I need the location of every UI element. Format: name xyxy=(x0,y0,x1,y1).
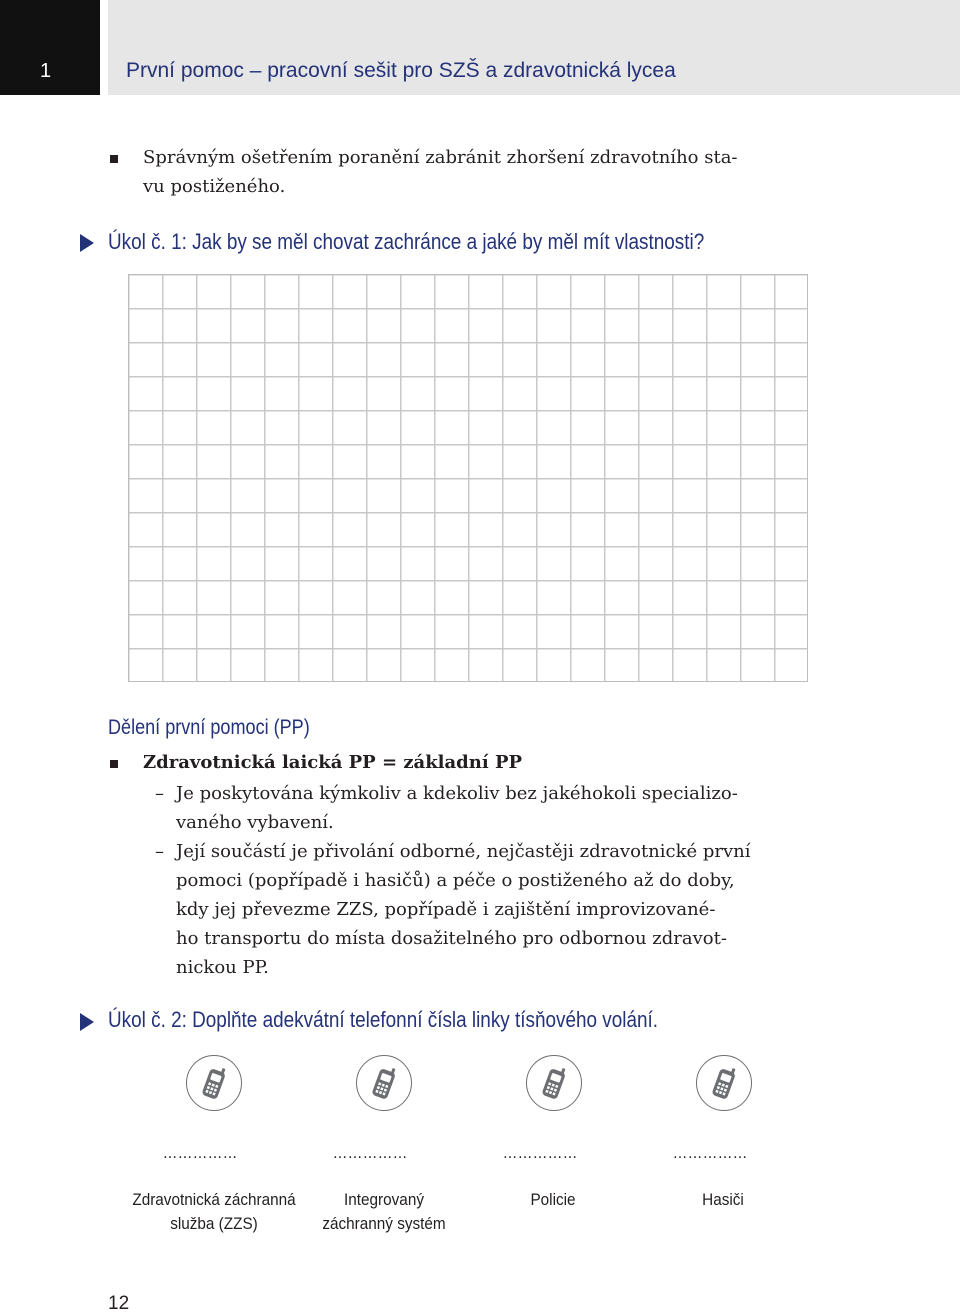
chapter-number: 1 xyxy=(40,60,52,82)
chapter-number-box xyxy=(0,0,100,95)
page-header-title: První pomoc – pracovní sešit pro SZŠ a zdravotnická lycea xyxy=(126,59,676,82)
task-arrow-icon xyxy=(80,234,94,252)
dash-item-2-line-4: ho transportu do místa dosažitelného pro odbornou zdravot- xyxy=(176,928,727,949)
page-number: 12 xyxy=(108,1293,130,1314)
phone-icon xyxy=(186,1055,242,1111)
task-1-prompt: Úkol č. 1: Jak by se měl chovat zachránce a jaké by měl mít vlastnosti? xyxy=(108,229,705,254)
dash-icon: – xyxy=(155,841,164,862)
service-label-policie xyxy=(468,1188,639,1212)
dash-item-2-line-3: kdy jej převezme ZZS, popřípadě i zajištění improvizované- xyxy=(176,899,716,920)
service-label-line: Integrovaný xyxy=(344,1190,424,1209)
section-heading: Dělení první pomoci (PP) xyxy=(108,716,310,739)
service-label-line: Hasiči xyxy=(702,1190,744,1209)
answer-grid[interactable] xyxy=(128,274,808,682)
square-bullet-icon xyxy=(110,155,118,163)
service-label-zzs xyxy=(129,1188,300,1236)
service-label-line: Policie xyxy=(530,1190,576,1209)
phone-icon xyxy=(526,1055,582,1111)
service-label-line: služba (ZZS) xyxy=(170,1214,258,1233)
square-bullet-icon xyxy=(110,760,118,768)
phone-icon xyxy=(696,1055,752,1111)
task-arrow-icon xyxy=(80,1013,94,1031)
service-label-line: Zdravotnická záchranná xyxy=(132,1190,296,1209)
phone-icon xyxy=(356,1055,412,1111)
intro-line-1: Správným ošetřením poranění zabránit zhoršení zdravotního sta- xyxy=(143,147,738,168)
dash-item-1-line-2: vaného vybavení. xyxy=(176,812,334,833)
dash-item-2-line-2: pomoci (popřípadě i hasičů) a péče o postiženého až do doby, xyxy=(176,870,735,891)
service-label-izs xyxy=(299,1188,470,1236)
section-bullet-title: Zdravotnická laická PP = základní PP xyxy=(143,752,523,773)
phone-number-blank[interactable]: …………… xyxy=(673,1146,748,1162)
service-label-hasici xyxy=(638,1188,809,1212)
phone-number-blank[interactable]: …………… xyxy=(163,1146,238,1162)
dash-item-2-line-1: Její součástí je přivolání odborné, nejčastěji zdravotnické první xyxy=(176,841,751,862)
task-2-prompt: Úkol č. 2: Doplňte adekvátní telefonní čísla linky tísňového volání. xyxy=(108,1007,659,1032)
dash-icon: – xyxy=(155,783,164,804)
phone-number-blank[interactable]: …………… xyxy=(503,1146,578,1162)
dash-item-1-line-1: Je poskytována kýmkoliv a kdekoliv bez jakéhokoli specializo- xyxy=(176,783,738,804)
intro-line-2: vu postiženého. xyxy=(143,176,286,197)
dash-item-2-line-5: nickou PP. xyxy=(176,957,269,978)
phone-number-blank[interactable]: …………… xyxy=(333,1146,408,1162)
service-label-line: záchranný systém xyxy=(322,1214,446,1233)
